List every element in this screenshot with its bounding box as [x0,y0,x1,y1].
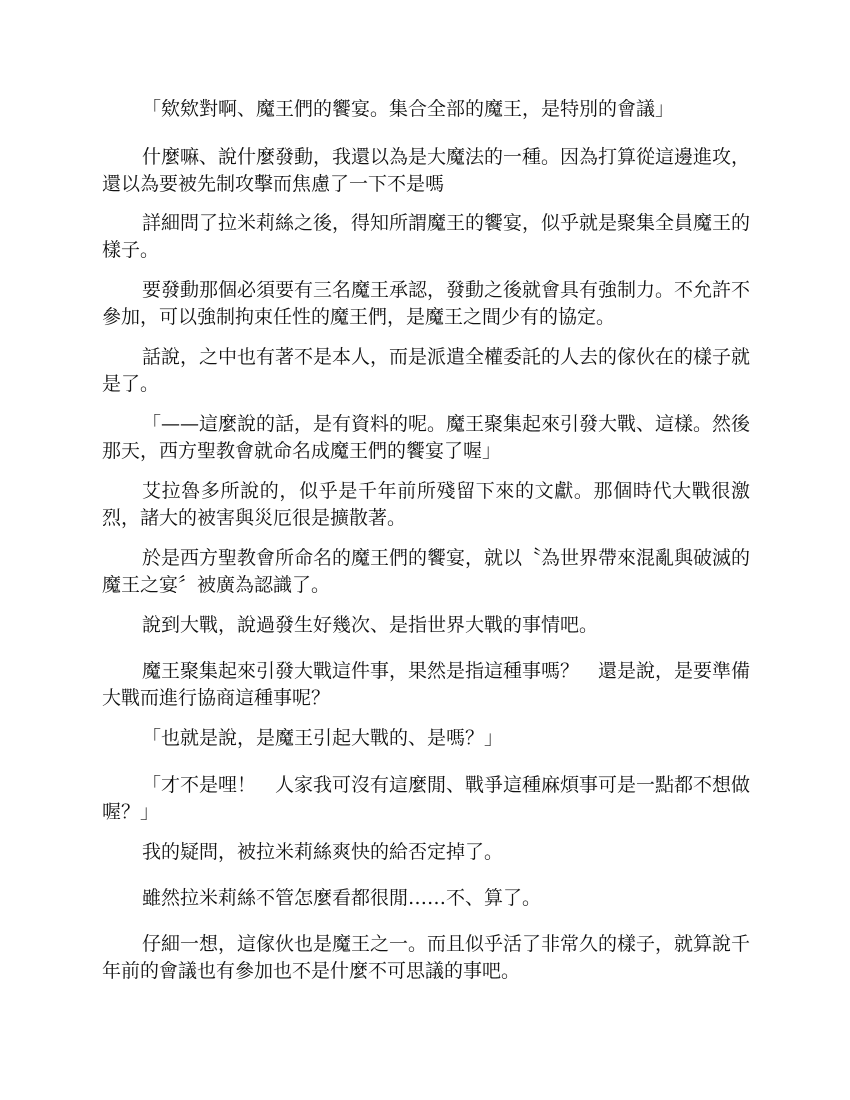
paragraph-2: 什麼嘛、說什麼發動，我還以為是大魔法的一種。因為打算從這邊進攻，還以為要被先制攻擊而焦慮了一下不是嗎 [102,146,751,195]
paragraph-7: 艾拉魯多所說的，似乎是千年前所殘留下來的文獻。那個時代大戰很激烈，諸大的被害與災厄很是擴散著。 [102,480,750,529]
paragraph-10: 魔王聚集起來引發大戰這件事，果然是指這種事嗎？ 還是說，是要準備大戰而進行協商這種事呢？ [102,660,751,709]
paragraph-12: 「才不是哩！ 人家我可沒有這麼閒、戰爭這種麻煩事可是一點都不想做喔？」 [102,774,751,823]
paragraph-3: 詳細問了拉米莉絲之後，得知所謂魔王的饗宴，似乎就是聚集全員魔王的樣子。 [102,212,751,261]
paragraph-4: 要發動那個必須要有三名魔王承認，發動之後就會具有強制力。不允許不參加，可以強制拘束任性的魔王們，是魔王之間少有的協定。 [102,279,751,328]
paragraph-1: 「欸欸對啊、魔王們的饗宴。集合全部的魔王，是特別的會議」 [142,98,675,120]
paragraph-14: 雖然拉米莉絲不管怎麼看都很閒……不、算了。 [142,887,542,909]
paragraph-5: 話說，之中也有著不是本人，而是派遣全權委託的人去的傢伙在的樣子就是了。 [102,346,751,395]
paragraph-11: 「也就是說，是魔王引起大戰的、是嗎？」 [142,727,504,749]
paragraph-8: 於是西方聖教會所命名的魔王們的饗宴，就以〝為世界帶來混亂與破滅的魔王之宴〞被廣為認識了。 [102,547,751,596]
paragraph-15: 仔細一想，這傢伙也是魔王之一。而且似乎活了非常久的樣子，就算說千年前的會議也有參加也不是什麼不可思議的事吧。 [102,933,751,982]
paragraph-13: 我的疑問，被拉米莉絲爽快的給否定掉了。 [142,841,504,863]
paragraph-6: 「——這麼說的話，是有資料的呢。魔王聚集起來引發大戰、這樣。然後那天，西方聖教會就命名成魔王們的饗宴了喔」 [102,413,751,462]
paragraph-9: 說到大戰，說過發生好幾次、是指世界大戰的事情吧。 [142,614,599,636]
